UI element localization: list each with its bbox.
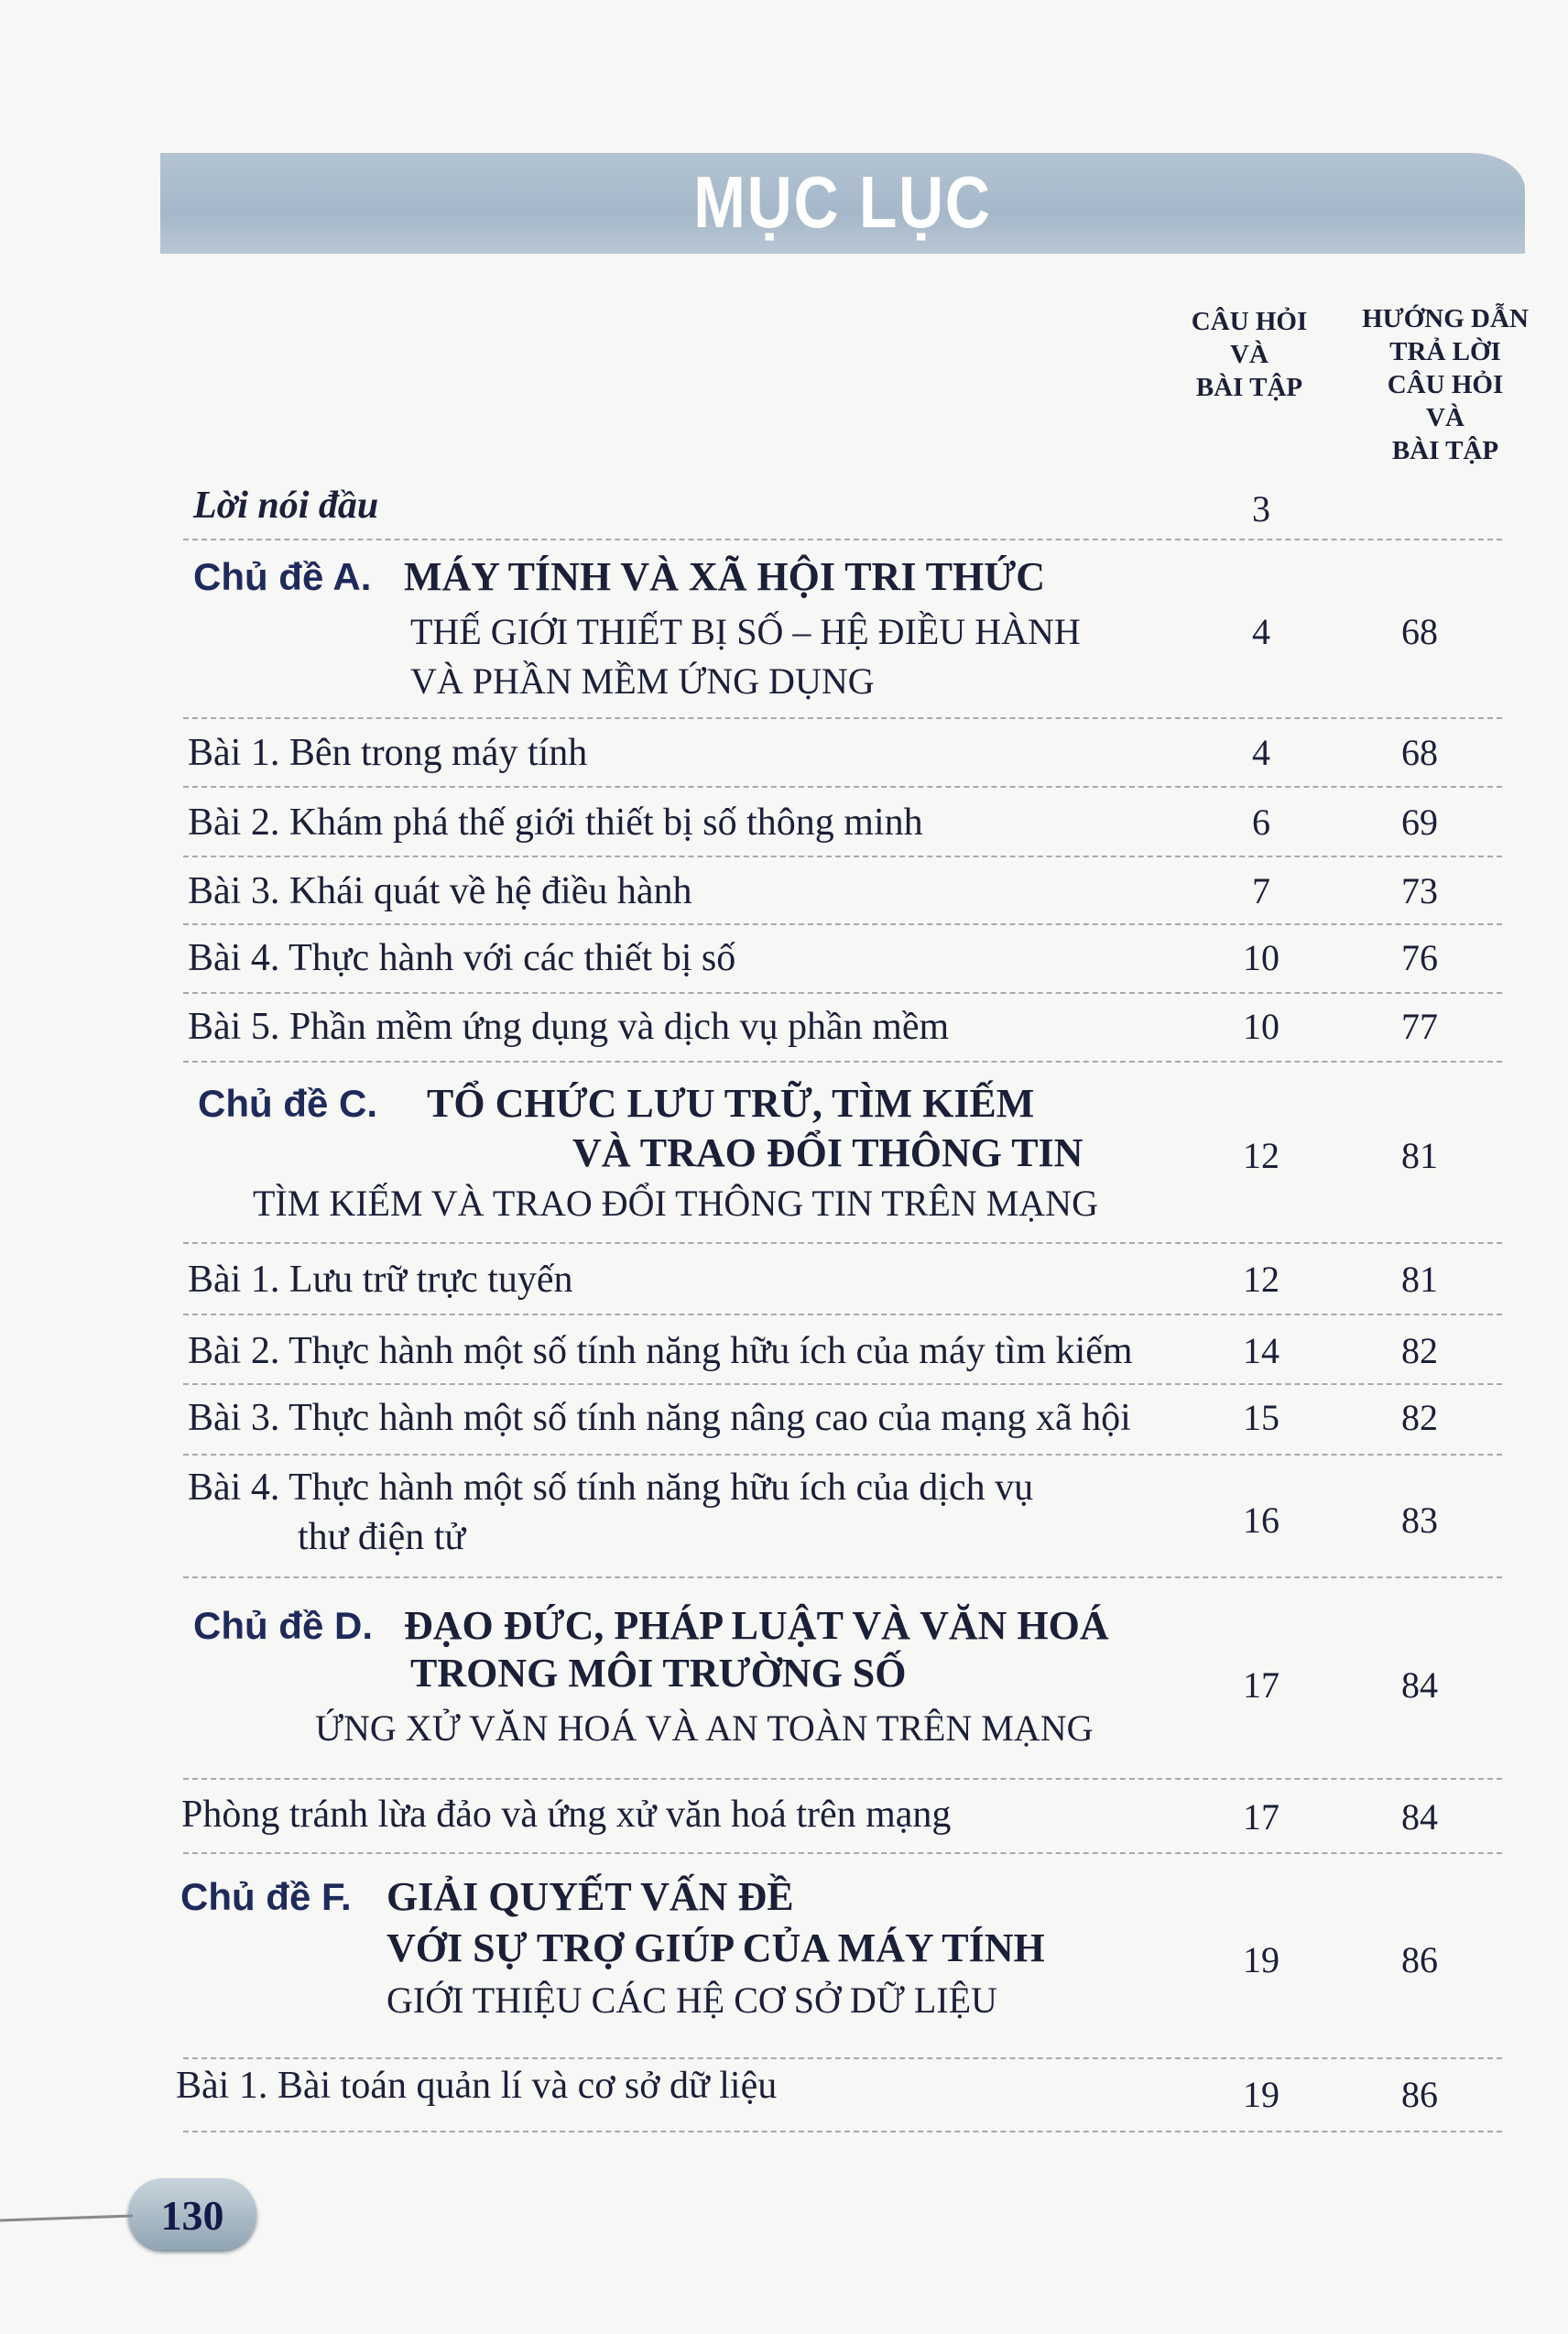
topic-title: TỔ CHỨC LƯU TRỮ, TÌM KIẾM (427, 1081, 1035, 1126)
answer-page: 69 (1401, 802, 1438, 843)
answer-page: 68 (1401, 611, 1438, 652)
header-line: BÀI TẬP (1195, 373, 1303, 402)
divider (183, 1576, 1502, 1578)
question-page: 7 (1252, 870, 1270, 911)
title-banner (160, 153, 1525, 254)
topic-label[interactable]: Chủ đề F. (180, 1875, 352, 1918)
answer-page: 84 (1401, 1664, 1438, 1706)
answer-page: 82 (1401, 1397, 1438, 1438)
question-page: 19 (1243, 1939, 1279, 1980)
divider (183, 1061, 1502, 1063)
divider (183, 992, 1502, 994)
decorative-cord (0, 2214, 133, 2221)
lesson-title[interactable]: Bài 4. Thực hành với các thiết bị số (188, 937, 736, 979)
page-number-badge (128, 2178, 256, 2250)
question-page: 4 (1252, 611, 1270, 652)
topic-title: ĐẠO ĐỨC, PHÁP LUẬT VÀ VĂN HOÁ (404, 1603, 1109, 1648)
topic-title: GIẢI QUYẾT VẤN ĐỀ (387, 1874, 794, 1919)
question-page: 4 (1252, 732, 1270, 773)
lesson-title[interactable]: Phòng tránh lừa đảo và ứng xử văn hoá trên mạng (181, 1794, 952, 1836)
header-line: VÀ (1426, 403, 1465, 432)
topic-subtitle: VÀ PHẦN MỀM ỨNG DỤNG (410, 660, 875, 702)
topic-label[interactable]: Chủ đề A. (193, 555, 372, 598)
answer-page: 76 (1401, 937, 1438, 978)
divider (183, 1383, 1502, 1385)
intro-label[interactable]: Lời nói đầu (193, 485, 379, 527)
divider (183, 923, 1502, 925)
answer-page: 83 (1401, 1500, 1438, 1541)
topic-label[interactable]: Chủ đề C. (198, 1082, 377, 1125)
divider (183, 1454, 1502, 1456)
page-number: 130 (160, 2192, 224, 2239)
question-page: 10 (1243, 1006, 1279, 1047)
header-line: CÂU HỎI (1191, 307, 1308, 336)
lesson-title[interactable]: Bài 4. Thực hành một số tính năng hữu ích của dịch vụ (188, 1467, 1034, 1509)
question-page: 17 (1243, 1796, 1279, 1838)
answer-page: 84 (1401, 1796, 1438, 1838)
lesson-title[interactable]: Bài 2. Khám phá thế giới thiết bị số thông minh (188, 802, 923, 844)
topic-subtitle: GIỚI THIỆU CÁC HỆ CƠ SỞ DỮ LIỆU (387, 1980, 997, 2021)
intro-page: 3 (1252, 488, 1270, 529)
question-page: 6 (1252, 802, 1270, 843)
question-page: 14 (1243, 1330, 1279, 1371)
divider (183, 717, 1502, 719)
column-header-questions (1192, 305, 1307, 404)
lesson-title[interactable]: Bài 2. Thực hành một số tính năng hữu ích của máy tìm kiếm (188, 1330, 1133, 1372)
header-line: TRẢ LỜI (1389, 337, 1501, 366)
divider (183, 2131, 1502, 2132)
divider (183, 856, 1502, 857)
lesson-title[interactable]: Bài 5. Phần mềm ứng dụng và dịch vụ phần mềm (188, 1006, 950, 1048)
lesson-title[interactable]: Bài 1. Lưu trữ trực tuyến (188, 1259, 573, 1301)
lesson-title[interactable]: Bài 1. Bài toán quản lí và cơ sở dữ liệu (176, 2065, 778, 2107)
topic-subtitle: ỨNG XỬ VĂN HOÁ VÀ AN TOÀN TRÊN MẠNG (315, 1707, 1094, 1749)
topic-subtitle: THẾ GIỚI THIẾT BỊ SỐ – HỆ ĐIỀU HÀNH (410, 611, 1081, 652)
topic-label[interactable]: Chủ đề D. (193, 1604, 373, 1647)
answer-page: 81 (1401, 1259, 1438, 1300)
divider (183, 1242, 1502, 1244)
topic-title: MÁY TÍNH VÀ XÃ HỘI TRI THỨC (404, 554, 1046, 599)
lesson-title[interactable]: Bài 3. Thực hành một số tính năng nâng cao của mạng xã hội (188, 1397, 1131, 1439)
answer-page: 73 (1401, 870, 1438, 911)
divider (183, 539, 1502, 540)
divider (183, 786, 1502, 788)
answer-page: 86 (1401, 2074, 1438, 2115)
question-page: 12 (1243, 1259, 1279, 1300)
divider (183, 1778, 1502, 1780)
topic-title: TRONG MÔI TRƯỜNG SỐ (410, 1651, 907, 1696)
header-line: VÀ (1230, 340, 1269, 369)
question-page: 15 (1243, 1397, 1279, 1438)
question-page: 12 (1243, 1135, 1279, 1176)
answer-page: 81 (1401, 1135, 1438, 1176)
topic-subtitle: TÌM KIẾM VÀ TRAO ĐỔI THÔNG TIN TRÊN MẠNG (253, 1183, 1098, 1224)
divider (183, 1314, 1502, 1315)
answer-page: 68 (1401, 732, 1438, 773)
topic-title: VỚI SỰ TRỢ GIÚP CỦA MÁY TÍNH (387, 1925, 1045, 1970)
lesson-title[interactable]: Bài 1. Bên trong máy tính (188, 732, 588, 774)
lesson-title[interactable]: Bài 3. Khái quát về hệ điều hành (188, 870, 692, 912)
question-page: 16 (1243, 1500, 1279, 1541)
header-line: BÀI TẬP (1391, 436, 1499, 465)
answer-page: 77 (1401, 1006, 1438, 1047)
answer-page: 82 (1401, 1330, 1438, 1371)
header-line: CÂU HỎI (1387, 370, 1504, 399)
question-page: 10 (1243, 937, 1279, 978)
answer-page: 86 (1401, 1939, 1438, 1980)
question-page: 17 (1243, 1664, 1279, 1706)
page-title: MỤC LỤC (693, 161, 992, 243)
question-page: 19 (1243, 2074, 1279, 2115)
divider (183, 1852, 1502, 1854)
header-line: HƯỚNG DẪN (1362, 304, 1529, 333)
column-header-answers (1362, 302, 1529, 467)
topic-title: VÀ TRAO ĐỔI THÔNG TIN (572, 1130, 1083, 1175)
divider (183, 2057, 1502, 2059)
lesson-title[interactable]: thư điện tử (298, 1516, 466, 1558)
